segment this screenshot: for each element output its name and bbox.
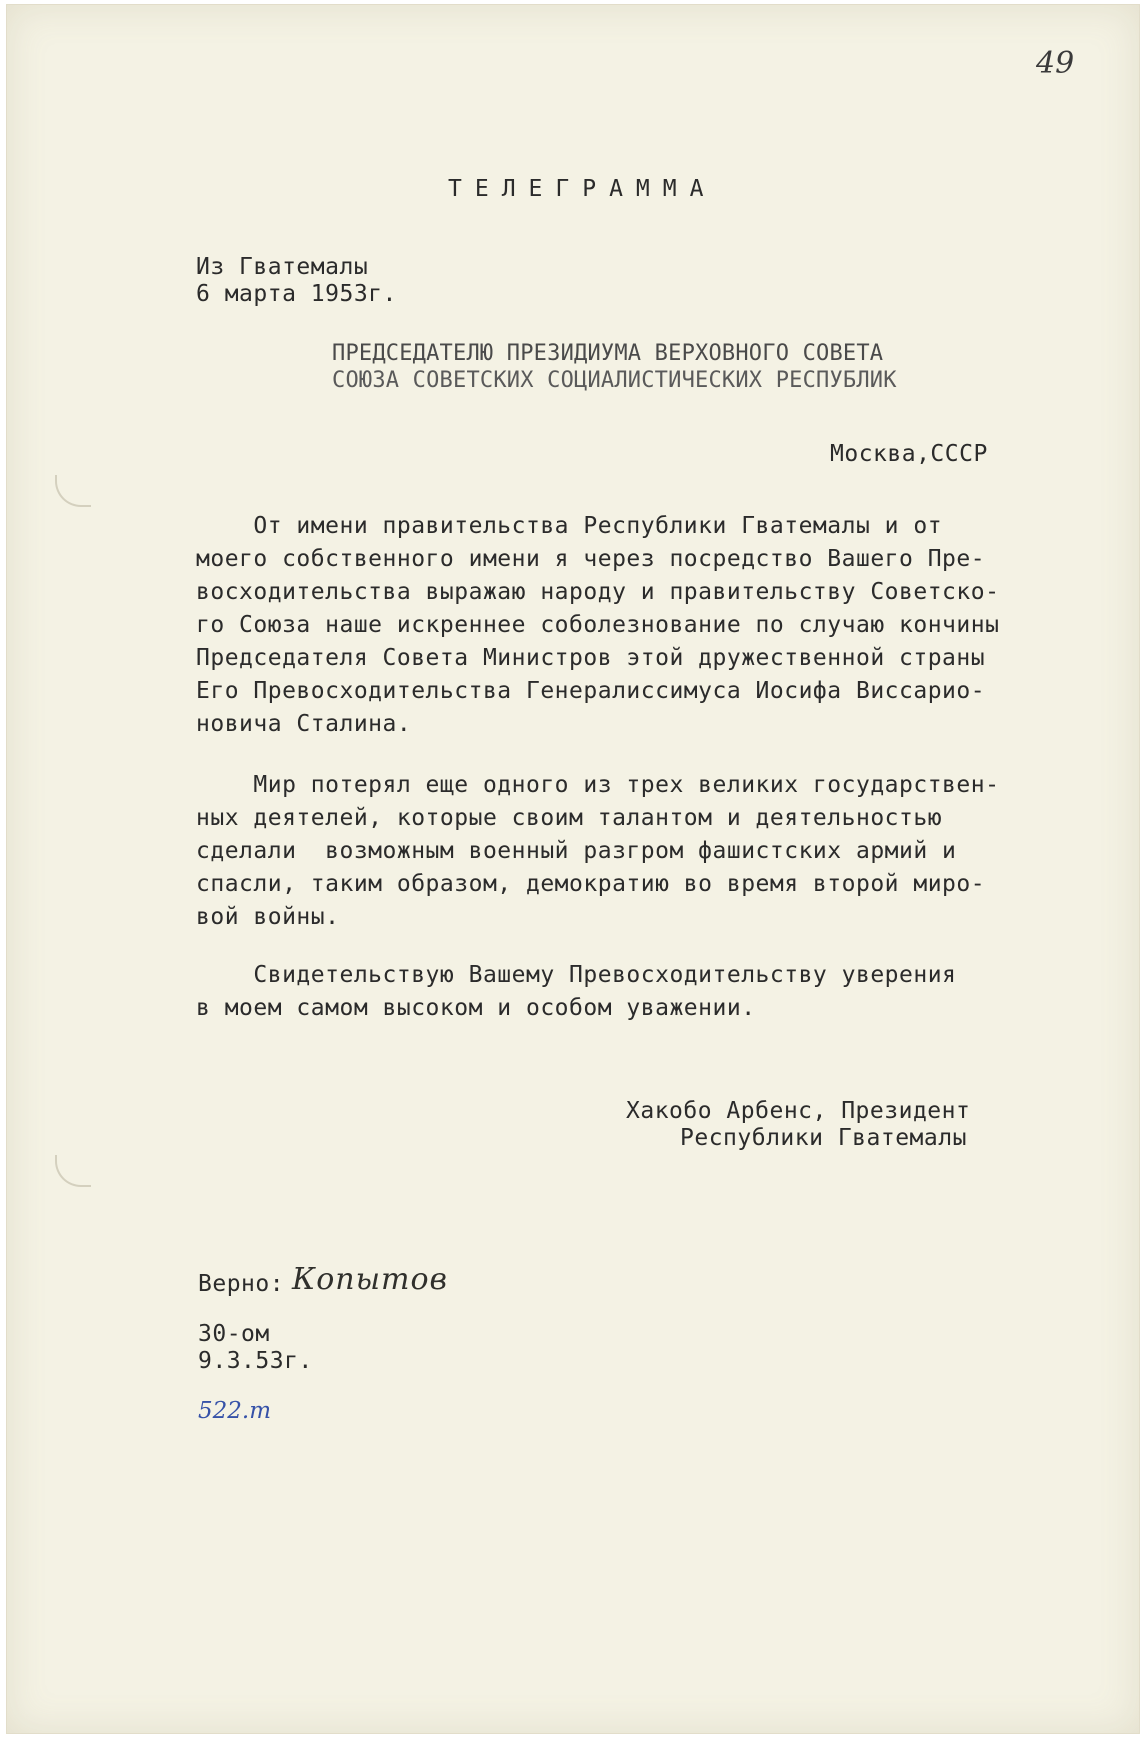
- verification-signature: Копытов: [292, 1262, 449, 1297]
- body-text-line: ных деятелей, которые своим талантом и деятельностью: [196, 805, 943, 831]
- body-text-line: в моем самом высоком и особом уважении.: [196, 995, 756, 1021]
- body-text-line: Председателя Совета Министров этой дружественной страны: [196, 645, 986, 671]
- body-text-line: вой войны.: [196, 904, 340, 930]
- addressee-line: ПРЕДСЕДАТЕЛЮ ПРЕЗИДИУМА ВЕРХОВНОГО СОВЕТА: [332, 341, 884, 366]
- signatory-title: Республики Гватемалы: [680, 1125, 967, 1151]
- origin-line: Из Гватемалы: [196, 254, 369, 280]
- body-text-line: сделали возможным военный разгром фашистских армий и: [196, 838, 957, 864]
- body-text-line: От имени правительства Республики Гватемалы и от: [196, 513, 943, 539]
- reference-date: 9.3.53г.: [198, 1348, 313, 1374]
- page-number: 49: [1036, 46, 1075, 81]
- addressee-line: СОЮЗА СОВЕТСКИХ СОЦИАЛИСТИЧЕСКИХ РЕСПУБЛИК: [332, 368, 897, 393]
- punch-hole-mark: [55, 475, 91, 507]
- document-title: ТЕЛЕГРАММА: [448, 176, 717, 202]
- body-text-line: спасли, таким образом, демократию во время второй миро-: [196, 871, 986, 897]
- handwritten-registration-number: 522.т: [198, 1398, 272, 1424]
- body-text-line: новича Сталина.: [196, 711, 412, 737]
- body-text-line: восходительства выражаю народу и правительству Советско-: [196, 579, 1000, 605]
- body-text-line: Мир потерял еще одного из трех великих государствен-: [196, 772, 1000, 798]
- verification-label: Верно:: [198, 1271, 285, 1297]
- body-text-line: го Союза наше искреннее соболезнование по случаю кончины: [196, 612, 1000, 638]
- body-text-line: Свидетельствую Вашему Превосходительству уверения: [196, 962, 957, 988]
- signatory-name: Хакобо Арбенс, Президент: [626, 1098, 971, 1124]
- body-text-line: Его Превосходительства Генералиссимуса Иосифа Виссарио-: [196, 678, 986, 704]
- reference-code: 30-ом: [198, 1321, 270, 1347]
- date-line: 6 марта 1953г.: [196, 281, 397, 307]
- document-page: [6, 4, 1140, 1734]
- punch-hole-mark: [55, 1155, 91, 1187]
- body-text-line: моего собственного имени я через посредство Вашего Пре-: [196, 546, 986, 572]
- destination-city: Москва,СССР: [830, 441, 988, 467]
